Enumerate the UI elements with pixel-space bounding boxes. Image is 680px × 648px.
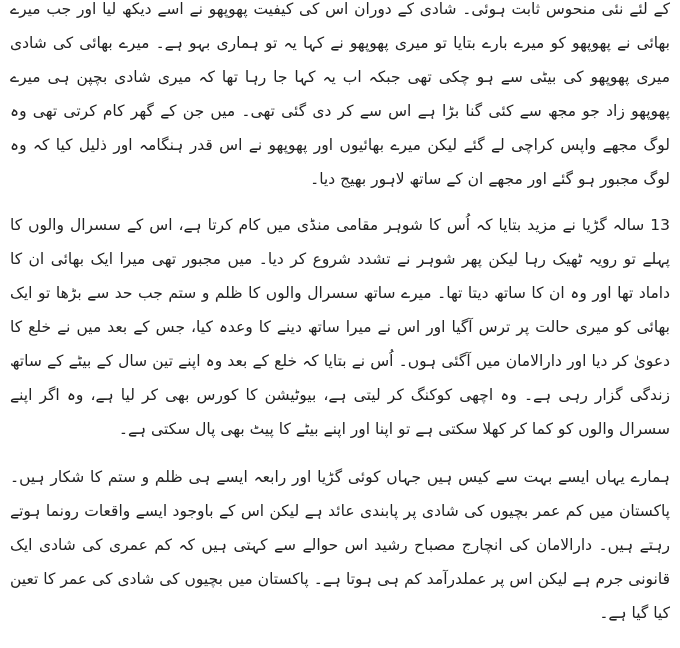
article-paragraph: کے لئے نئی منحوس ثابت ہوئی۔ شادی کے دوران اس کی کیفیت پھوپھو نے اسے دیکھ لیا اور جب میرے بھائی نے پھوپھو کو میرے بارے بتایا تو میری پھوپھو نے کہا یہ تو ہماری بہو ہے۔ میرے بھائی کی شادی میری پھوپھو کی بیٹی سے ہو چکی تھی جبکہ اب یہ کہا جا رہا تھا کہ میری شادی بچپن ہی میرے پھوپھو زاد جو مجھ سے کئی گنا بڑا ہے اس سے کر دی گئی تھی۔ میں جن کے گھر کام کرتی تھی وہ لوگ مجھے واپس کراچی لے گئے لیکن میرے بھائیوں اور پھوپھو نے اس قدر ہنگامہ اور ذلیل کیا کہ وہ لوگ مجبور ہو گئے اور مجھے ان کے ساتھ لاہور بھیج دیا۔: [10, 0, 670, 188]
article-paragraph: 13 سالہ گڑیا نے مزید بتایا کہ اُس کا شوہر مقامی منڈی میں کام کرتا ہے، اس کے سسرال والوں کا پہلے تو رویہ ٹھیک رہا لیکن پھر شوہر نے تشدد شروع کر دیا۔ میں مجبور تھی میرا ایک بھائی ان کا داماد تھا اور وہ ان کا ساتھ دیتا تھا۔ میرے ساتھ سسرال والوں کا ظلم و ستم جب حد سے بڑھا تو ایک بھائی کو میری حالت پر ترس آگیا اور اس نے میرا ساتھ دینے کا وعدہ کیا، جس کے بعد میں نے خلع کا دعویٰ کر دیا اور دارالامان میں آگئی ہوں۔ اُس نے بتایا کہ خلع کے بعد وہ اپنے تین سال کے بیٹے کے ساتھ زندگی گزار رہی ہے۔ وہ اچھی کوکنگ کر لیتی ہے، بیوٹیشن کا کورس بھی کر لیا ہے، وہ اگر اپنے سسرال والوں کو کما کر کھلا سکتی ہے تو اپنا اور اپنے بیٹے کا پیٹ بھی پال سکتی ہے۔: [10, 216, 670, 438]
article-body: [10, 0, 670, 648]
article-paragraph: ہمارے یہاں ایسے بہت سے کیس ہیں جہاں کوئی گڑیا اور رابعہ ایسے ہی ظلم و ستم کا شکار ہیں۔ پاکستان میں کم عمر بچیوں کی شادی پر پابندی عائد ہے لیکن اس کے باوجود ایسے واقعات رونما ہوتے رہتے ہیں۔ دارالامان کی انچارج مصباح رشید اس حوالے سے کہتی ہیں کہ کم عمری کی شادی ایک قانونی جرم ہے لیکن اس پر عملدرآمد کم ہی ہوتا ہے۔ پاکستان میں بچیوں کی شادی کی عمر کا تعین کیا گیا ہے۔: [10, 468, 670, 622]
